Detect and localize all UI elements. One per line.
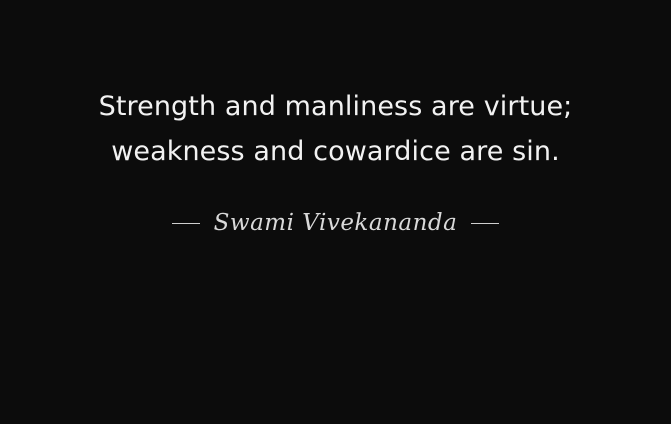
left-dash-divider	[172, 223, 200, 224]
quote-line-2: weakness and cowardice are sin.	[111, 136, 560, 167]
quote-line-1: Strength and manliness are virtue;	[98, 91, 573, 122]
quote-text	[0, 84, 671, 174]
author-name: Swami Vivekananda	[213, 210, 458, 236]
attribution	[0, 210, 671, 236]
right-dash-divider	[471, 223, 499, 224]
